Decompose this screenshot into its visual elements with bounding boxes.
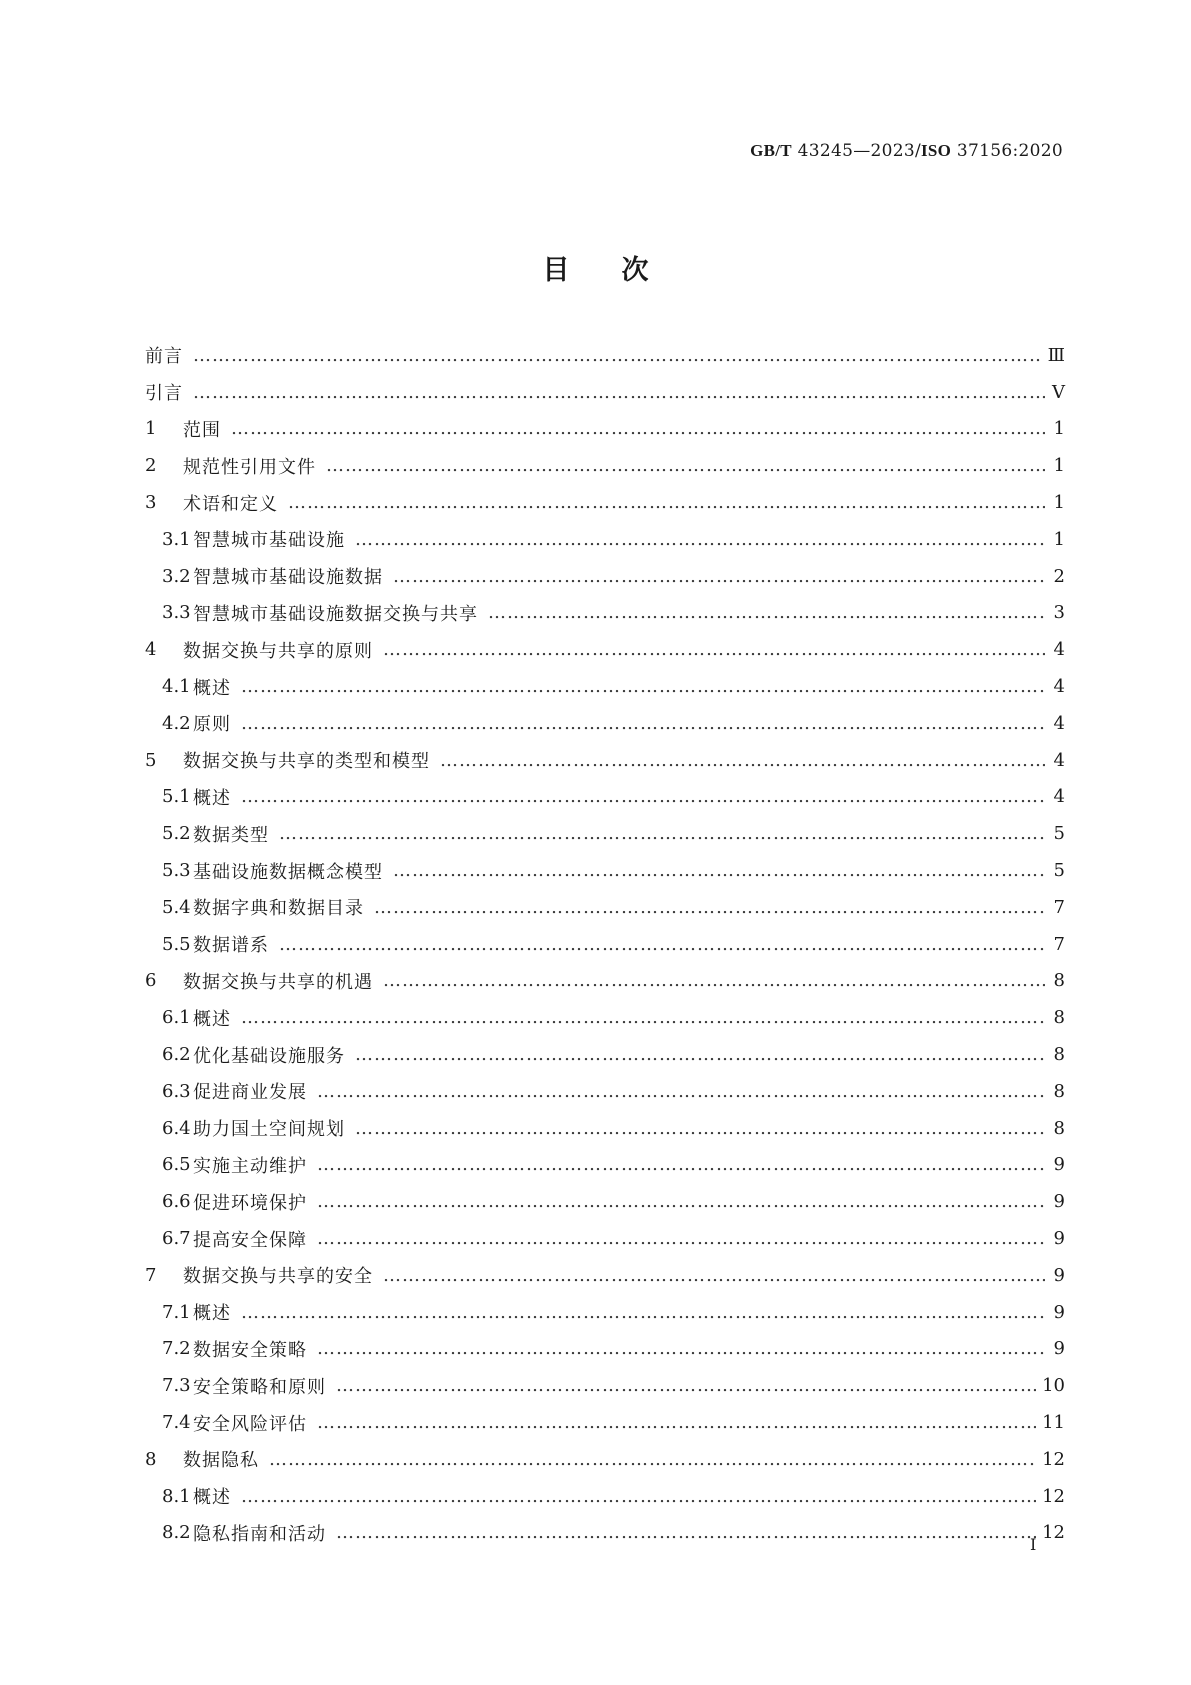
toc-leader-dots bbox=[355, 1044, 1045, 1065]
toc-leader-dots bbox=[374, 897, 1045, 918]
toc-entry-label: 安全策略和原则 bbox=[193, 1376, 326, 1398]
toc-leader-dots bbox=[241, 676, 1045, 697]
toc-entry-number: 4 bbox=[145, 639, 157, 661]
toc-entry[interactable] bbox=[145, 1478, 1065, 1515]
toc-entry[interactable] bbox=[145, 926, 1065, 963]
toc-entry-number: 3.2 bbox=[162, 565, 191, 587]
page-title: 目次 bbox=[542, 255, 701, 286]
toc-entry-label: 范围 bbox=[183, 419, 221, 441]
toc-entry[interactable] bbox=[145, 484, 1065, 521]
toc-entry[interactable] bbox=[145, 1036, 1065, 1073]
toc-entry[interactable] bbox=[145, 521, 1065, 558]
toc-leader-dots bbox=[355, 1118, 1045, 1139]
toc-entry[interactable] bbox=[145, 815, 1065, 852]
toc-leader-dots bbox=[317, 1154, 1045, 1175]
iso-prefix: ISO bbox=[921, 141, 952, 160]
toc-entry[interactable] bbox=[145, 1441, 1065, 1478]
toc-entry-label: 促进环境保护 bbox=[193, 1192, 307, 1214]
toc-entry[interactable] bbox=[145, 1110, 1065, 1147]
toc-leader-dots bbox=[317, 1228, 1045, 1249]
toc-entry-number: 5.3 bbox=[162, 860, 191, 882]
toc-leader-dots bbox=[393, 566, 1045, 587]
toc-entry-number: 6.7 bbox=[162, 1228, 191, 1250]
toc-entry-page: 9 bbox=[1053, 1191, 1065, 1213]
toc-entry[interactable] bbox=[145, 668, 1065, 705]
toc-entry-number: 7.3 bbox=[162, 1375, 191, 1397]
toc-leader-dots bbox=[383, 970, 1045, 991]
standard-code-number: 43245—2023/ bbox=[797, 141, 921, 161]
toc-entry-page: 2 bbox=[1053, 565, 1065, 587]
toc-entry-number: 6.2 bbox=[162, 1044, 191, 1066]
toc-entry-label: 数据交换与共享的机遇 bbox=[183, 971, 373, 993]
toc-entry-page: 12 bbox=[1042, 1485, 1065, 1507]
toc-entry-number: 7 bbox=[145, 1264, 157, 1286]
toc-leader-dots bbox=[317, 1191, 1045, 1212]
toc-entry-number: 4.1 bbox=[162, 676, 191, 698]
page-number: Ⅰ bbox=[1030, 1535, 1037, 1554]
toc-leader-dots bbox=[193, 382, 1045, 403]
toc-entry-page: 7 bbox=[1053, 933, 1065, 955]
toc-entry-page: 8 bbox=[1053, 970, 1065, 992]
toc-leader-dots bbox=[288, 492, 1045, 513]
toc-entry-number: 8 bbox=[145, 1448, 157, 1470]
toc-entry-label: 概述 bbox=[193, 1487, 231, 1509]
toc-entry-number: 8.1 bbox=[162, 1485, 191, 1507]
standard-code-prefix: GB/T bbox=[750, 141, 792, 160]
toc-leader-dots bbox=[317, 1412, 1036, 1433]
toc-leader-dots bbox=[241, 1302, 1045, 1323]
toc-entry-label: 概述 bbox=[193, 1303, 231, 1325]
toc-entry-label: 原则 bbox=[193, 714, 231, 736]
toc-entry[interactable] bbox=[145, 1147, 1065, 1184]
toc-entry[interactable] bbox=[145, 1220, 1065, 1257]
toc-entry-label: 智慧城市基础设施数据 bbox=[193, 567, 383, 589]
toc-entry[interactable] bbox=[145, 1257, 1065, 1294]
toc-leader-dots bbox=[279, 823, 1045, 844]
toc-leader-dots bbox=[241, 1007, 1045, 1028]
toc-entry-number: 5.5 bbox=[162, 933, 191, 955]
toc-leader-dots bbox=[269, 1449, 1036, 1470]
toc-entry-label: 智慧城市基础设施数据交换与共享 bbox=[193, 603, 478, 625]
toc-entry[interactable] bbox=[145, 337, 1065, 374]
toc-entry-page: 12 bbox=[1042, 1522, 1065, 1544]
toc-entry-number: 5.4 bbox=[162, 896, 191, 918]
toc-entry[interactable] bbox=[145, 742, 1065, 779]
toc-leader-dots bbox=[336, 1375, 1036, 1396]
toc-entry-number: 4.2 bbox=[162, 712, 191, 734]
toc-entry-label: 前言 bbox=[145, 346, 183, 368]
toc-entry[interactable] bbox=[145, 411, 1065, 448]
toc-entry[interactable] bbox=[145, 374, 1065, 411]
toc-entry-number: 7.4 bbox=[162, 1412, 191, 1433]
toc-entry-number: 6.4 bbox=[162, 1117, 191, 1139]
toc-entry-label: 安全风险评估 bbox=[193, 1413, 307, 1435]
toc-entry[interactable] bbox=[145, 1294, 1065, 1331]
toc-entry-page: 12 bbox=[1042, 1448, 1065, 1470]
toc-entry-label: 数据安全策略 bbox=[193, 1339, 307, 1361]
toc-entry-number: 3.3 bbox=[162, 602, 191, 624]
toc-entry[interactable] bbox=[145, 1367, 1065, 1404]
toc-leader-dots bbox=[393, 860, 1045, 881]
toc-entry-label: 概述 bbox=[193, 1008, 231, 1030]
toc-entry-label: 实施主动维护 bbox=[193, 1155, 307, 1177]
document-header bbox=[750, 141, 1063, 161]
toc-entry-number: 3 bbox=[145, 492, 157, 514]
toc-entry-page: 4 bbox=[1053, 712, 1065, 734]
toc-entry-page: 3 bbox=[1053, 602, 1065, 624]
toc-entry[interactable] bbox=[145, 999, 1065, 1036]
toc-entry-label: 引言 bbox=[145, 383, 183, 405]
toc-entry-page: 8 bbox=[1053, 1007, 1065, 1029]
toc-entry-label: 数据交换与共享的类型和模型 bbox=[183, 751, 430, 773]
toc-leader-dots bbox=[383, 639, 1045, 660]
toc-entry-page: 4 bbox=[1053, 639, 1065, 661]
toc-entry-number: 5.2 bbox=[162, 823, 191, 845]
toc-entry-page: 8 bbox=[1053, 1080, 1065, 1102]
toc-entry-number: 7.2 bbox=[162, 1338, 191, 1360]
toc-entry-label: 基础设施数据概念模型 bbox=[193, 861, 383, 883]
table-of-contents bbox=[145, 337, 1065, 1551]
toc-leader-dots bbox=[241, 713, 1045, 734]
toc-entry-label: 助力国土空间规划 bbox=[193, 1119, 345, 1141]
toc-leader-dots bbox=[317, 1338, 1045, 1359]
toc-leader-dots bbox=[317, 1081, 1045, 1102]
toc-entry-page: 5 bbox=[1053, 823, 1065, 845]
toc-entry-number: 6.6 bbox=[162, 1191, 191, 1213]
toc-entry-page: 8 bbox=[1053, 1044, 1065, 1066]
toc-entry-number: 6.1 bbox=[162, 1007, 191, 1029]
toc-entry[interactable] bbox=[145, 1331, 1065, 1368]
toc-entry-label: 术语和定义 bbox=[183, 493, 278, 515]
toc-entry-page: 8 bbox=[1053, 1117, 1065, 1139]
toc-entry-label: 规范性引用文件 bbox=[183, 456, 316, 478]
toc-entry[interactable] bbox=[145, 779, 1065, 816]
toc-entry-page: 9 bbox=[1053, 1301, 1065, 1323]
toc-entry[interactable] bbox=[145, 1183, 1065, 1220]
toc-entry-number: 2 bbox=[145, 455, 157, 477]
toc-entry[interactable] bbox=[145, 1073, 1065, 1110]
toc-entry-label: 隐私指南和活动 bbox=[193, 1523, 326, 1545]
toc-entry-number: 7.1 bbox=[162, 1301, 191, 1323]
toc-entry-page: 1 bbox=[1053, 492, 1065, 514]
toc-entry-page: Ⅲ bbox=[1047, 344, 1065, 366]
toc-entry-page: 9 bbox=[1053, 1228, 1065, 1250]
toc-entry-page: 5 bbox=[1053, 860, 1065, 882]
toc-leader-dots bbox=[440, 750, 1045, 771]
toc-entry[interactable] bbox=[145, 963, 1065, 1000]
toc-leader-dots bbox=[383, 1265, 1045, 1286]
toc-entry-number: 1 bbox=[145, 418, 157, 440]
toc-entry-page: 9 bbox=[1053, 1154, 1065, 1176]
toc-entry-label: 概述 bbox=[193, 677, 231, 699]
toc-entry-number: 5.1 bbox=[162, 786, 191, 808]
toc-leader-dots bbox=[488, 602, 1045, 623]
toc-entry-page: 11 bbox=[1042, 1412, 1065, 1433]
toc-leader-dots bbox=[241, 1486, 1036, 1507]
toc-entry[interactable] bbox=[145, 447, 1065, 484]
toc-entry-label: 智慧城市基础设施 bbox=[193, 530, 345, 552]
toc-leader-dots bbox=[336, 1522, 1036, 1543]
toc-entry[interactable] bbox=[145, 1404, 1065, 1441]
toc-entry-page: 10 bbox=[1042, 1375, 1065, 1397]
toc-entry-label: 促进商业发展 bbox=[193, 1082, 307, 1104]
toc-entry-label: 数据字典和数据目录 bbox=[193, 898, 364, 920]
toc-entry-number: 6.3 bbox=[162, 1080, 191, 1102]
toc-entry-page: 4 bbox=[1053, 786, 1065, 808]
toc-entry[interactable] bbox=[145, 595, 1065, 632]
toc-entry-page: 1 bbox=[1053, 528, 1065, 550]
iso-number: 37156:2020 bbox=[956, 141, 1063, 161]
toc-entry-page: 4 bbox=[1053, 749, 1065, 771]
toc-entry-number: 6 bbox=[145, 970, 157, 992]
toc-entry-label: 数据交换与共享的原则 bbox=[183, 640, 373, 662]
toc-entry[interactable] bbox=[145, 1515, 1065, 1552]
toc-leader-dots bbox=[193, 345, 1042, 366]
toc-entry-label: 数据交换与共享的安全 bbox=[183, 1266, 373, 1288]
toc-entry-label: 数据类型 bbox=[193, 824, 269, 846]
toc-entry[interactable] bbox=[145, 852, 1065, 889]
toc-leader-dots bbox=[241, 786, 1045, 807]
toc-entry-page: 4 bbox=[1053, 676, 1065, 698]
toc-entry-page: Ⅴ bbox=[1052, 381, 1065, 403]
toc-leader-dots bbox=[326, 455, 1045, 476]
toc-entry-label: 数据谱系 bbox=[193, 935, 269, 957]
toc-entry-number: 8.2 bbox=[162, 1522, 191, 1544]
toc-entry-page: 9 bbox=[1053, 1338, 1065, 1360]
toc-leader-dots bbox=[355, 529, 1045, 550]
toc-entry[interactable] bbox=[145, 631, 1065, 668]
toc-entry[interactable] bbox=[145, 705, 1065, 742]
toc-entry-page: 9 bbox=[1053, 1264, 1065, 1286]
toc-entry-label: 数据隐私 bbox=[183, 1450, 259, 1472]
toc-entry[interactable] bbox=[145, 889, 1065, 926]
toc-leader-dots bbox=[231, 418, 1045, 439]
toc-entry-label: 提高安全保障 bbox=[193, 1229, 307, 1251]
toc-leader-dots bbox=[279, 934, 1045, 955]
toc-entry-number: 3.1 bbox=[162, 528, 191, 550]
toc-entry-label: 概述 bbox=[193, 787, 231, 809]
toc-entry[interactable] bbox=[145, 558, 1065, 595]
toc-entry-label: 优化基础设施服务 bbox=[193, 1045, 345, 1067]
toc-entry-number: 6.5 bbox=[162, 1154, 191, 1176]
toc-entry-page: 1 bbox=[1053, 418, 1065, 440]
toc-entry-number: 5 bbox=[145, 749, 157, 771]
toc-entry-page: 1 bbox=[1053, 455, 1065, 477]
toc-entry-page: 7 bbox=[1053, 896, 1065, 918]
